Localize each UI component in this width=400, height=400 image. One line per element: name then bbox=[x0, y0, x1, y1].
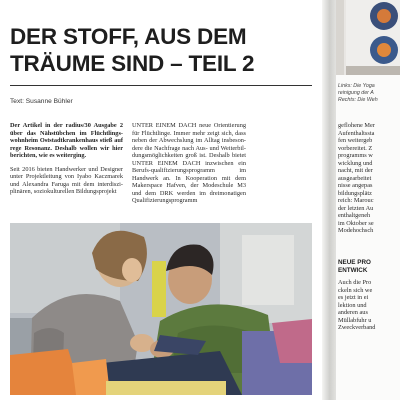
heading-line: NEUE PRO bbox=[338, 259, 371, 266]
text-line: nacht, mit der bbox=[338, 167, 373, 174]
text-line: Aufenthaltssta bbox=[338, 129, 375, 137]
text-line: ausgearbeitet bbox=[338, 174, 372, 182]
section-heading bbox=[338, 259, 400, 275]
body-paragraph-2: UNTER EINEM DACH neue Orientierung für Flüchtlinge. Immer mehr zeigt sich, dass neben der Abwechslung im Alltag insbeson-dere die Nachfrage nach Aus- und Weiterbil-dungsmöglichkeiten groß ist. Deshalb bietet UNTER EINEM DACH inzwischen ein Berufs-qualifizierungsprogramm im Handwerk an. In Kooperation mit dem Makerspace Hafven, der Modeschule M3 und dem DRK werden im dreimonatigen Qualifizierungsprogramm bbox=[132, 122, 246, 204]
text-line: es jetzt in ei bbox=[338, 294, 369, 301]
text-line: Müllabfuhr u bbox=[338, 316, 372, 324]
text-line: Zweckverband bbox=[338, 324, 376, 331]
caption-line: Rechts: Die Weh bbox=[338, 97, 378, 103]
article-title bbox=[10, 23, 310, 77]
text-line: ckeln sich we bbox=[338, 286, 373, 294]
column-2 bbox=[132, 122, 246, 211]
text-line: enthaltgeneh bbox=[338, 212, 371, 219]
text-line: programms w bbox=[338, 152, 373, 159]
right-page-photo bbox=[336, 0, 400, 75]
caption-line: reinigung der A bbox=[338, 90, 374, 96]
photo-caption bbox=[338, 83, 400, 104]
text-line: geflohene Mer bbox=[338, 122, 375, 129]
text-line: fen weitergeb bbox=[338, 137, 373, 144]
title-divider bbox=[10, 85, 312, 86]
text-line: reich: Marouc bbox=[338, 197, 374, 204]
heading-line: ENTWICK bbox=[338, 267, 368, 274]
text-line: Modehochsch bbox=[338, 227, 374, 234]
page-gutter bbox=[322, 0, 336, 400]
title-line-1: DER STOFF, AUS DEM bbox=[10, 24, 247, 49]
title-line-2: TRÄUME SIND – TEIL 2 bbox=[10, 51, 255, 76]
caption-line: Links: Die Yoga bbox=[338, 83, 375, 89]
text-line: Auch die Pro bbox=[338, 279, 372, 286]
text-line: der letzten Au bbox=[338, 204, 374, 212]
sewing-workshop-photo bbox=[10, 223, 312, 395]
text-line: vorbereitet. Z bbox=[338, 144, 373, 152]
right-column-text-2 bbox=[338, 279, 400, 332]
text-line: bildungsplätz bbox=[338, 189, 372, 197]
byline: Text: Susanne Bühler bbox=[10, 98, 73, 105]
right-column-text bbox=[338, 122, 400, 235]
column-1 bbox=[10, 122, 123, 202]
text-line: im Oktober se bbox=[338, 219, 374, 227]
body-paragraph-1: Seit 2016 bieten Handwerker und Designer unter Projektleitung von Iyabo Kaczmarek und Alexandra Faruga mit dem interdiszi-plinären, soziokulturellen Bildungsprojekt bbox=[10, 165, 123, 195]
lead-paragraph: Der Artikel in der radius/30 Ausgabe 2 über das Nähstübchen im Flüchtlings-wohnheim Oststadtkrankenhaus stieß auf rege Resonanz. Deshalb wollen wir hier berichten, wie es weiterging. bbox=[10, 122, 123, 159]
text-line: wicklung und bbox=[338, 159, 373, 167]
right-page bbox=[336, 0, 400, 400]
text-line: anderen aus bbox=[338, 309, 368, 316]
text-line: lektion und bbox=[338, 301, 367, 309]
text-line: nisse angepas bbox=[338, 182, 373, 189]
